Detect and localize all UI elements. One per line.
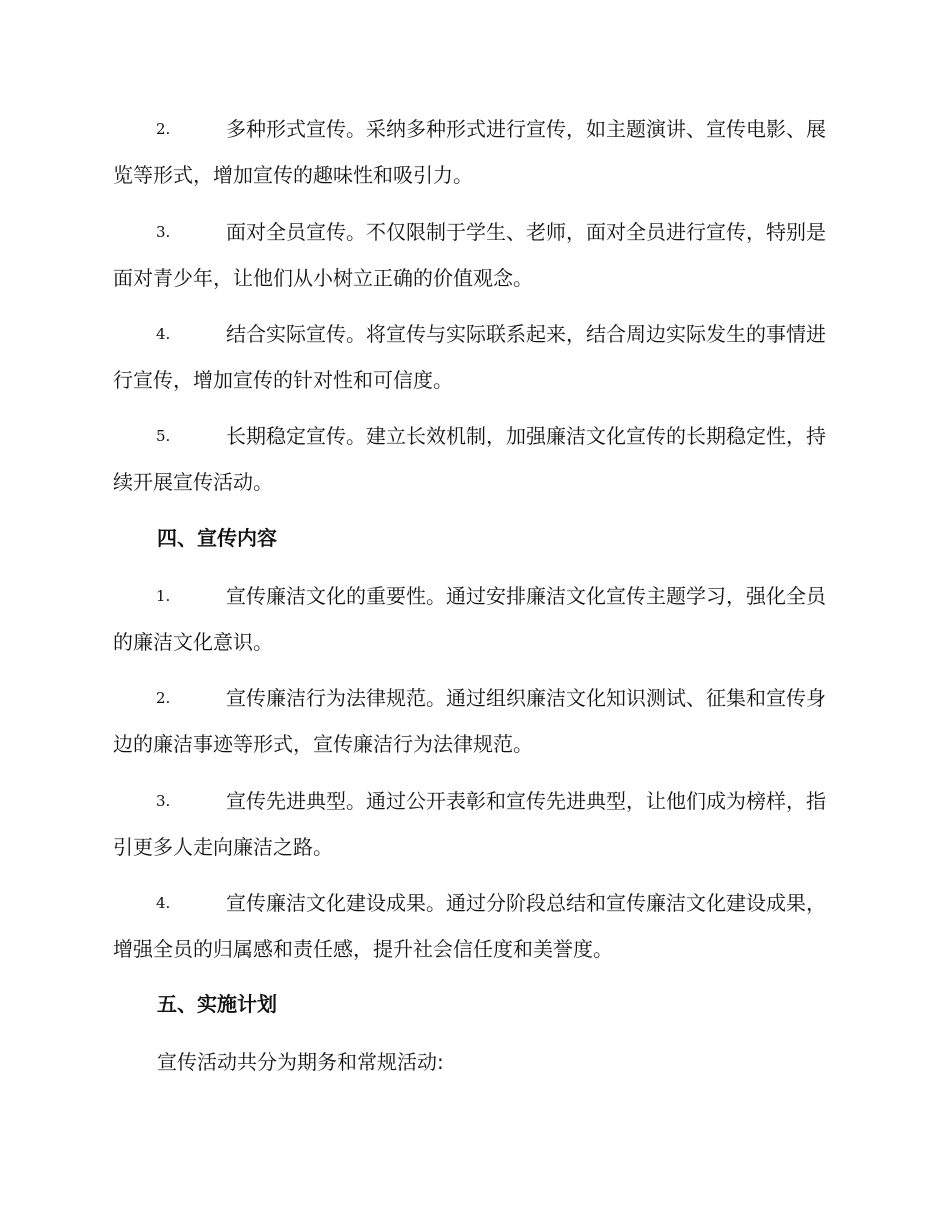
section-heading: 四、宣传内容 <box>157 526 277 550</box>
list-item <box>113 573 838 665</box>
item-text: 宣传廉洁行为法律规范。通过组织廉洁文化知识测试、征集和宣传身边的廉洁事迹等形式，宣传廉洁行为法律规范。 <box>113 686 826 756</box>
list-item <box>113 413 838 505</box>
item-text: 宣传先进典型。通过公开表彰和宣传先进典型，让他们成为榜样，指引更多人走向廉洁之路。 <box>113 789 826 859</box>
section-heading: 五、实施计划 <box>157 992 277 1016</box>
item-number: 2. <box>156 120 171 138</box>
item-text: 长期稳定宣传。建立长效机制，加强廉洁文化宣传的长期稳定性，持续开展宣传活动。 <box>113 424 826 494</box>
list-item <box>113 209 838 301</box>
item-number: 3. <box>156 223 171 241</box>
item-text: 面对全员宣传。不仅限制于学生、老师，面对全员进行宣传，特别是面对青少年，让他们从小树立正确的价值观念。 <box>113 220 826 290</box>
list-item <box>113 675 838 767</box>
item-text: 宣传廉洁文化建设成果。通过分阶段总结和宣传廉洁文化建设成果，增强全员的归属感和责任感，提升社会信任度和美誉度。 <box>113 891 826 961</box>
list-item <box>113 778 838 870</box>
list-item <box>113 311 838 403</box>
item-text: 结合实际宣传。将宣传与实际联系起来，结合周边实际发生的事情进行宣传，增加宣传的针对性和可信度。 <box>113 322 826 392</box>
item-number: 4. <box>156 325 171 343</box>
list-item <box>113 880 838 972</box>
item-text: 宣传廉洁文化的重要性。通过安排廉洁文化宣传主题学习，强化全员的廉洁文化意识。 <box>113 584 826 654</box>
item-text: 多种形式宣传。采纳多种形式进行宣传，如主题演讲、宣传电影、展览等形式，增加宣传的趣味性和吸引力。 <box>113 117 826 187</box>
item-number: 1. <box>156 587 171 605</box>
list-item <box>113 106 838 198</box>
item-number: 5. <box>156 427 171 445</box>
paragraph: 宣传活动共分为期务和常规活动: <box>157 1050 444 1074</box>
item-number: 2. <box>156 689 171 707</box>
item-number: 4. <box>156 894 171 912</box>
item-number: 3. <box>156 792 171 810</box>
